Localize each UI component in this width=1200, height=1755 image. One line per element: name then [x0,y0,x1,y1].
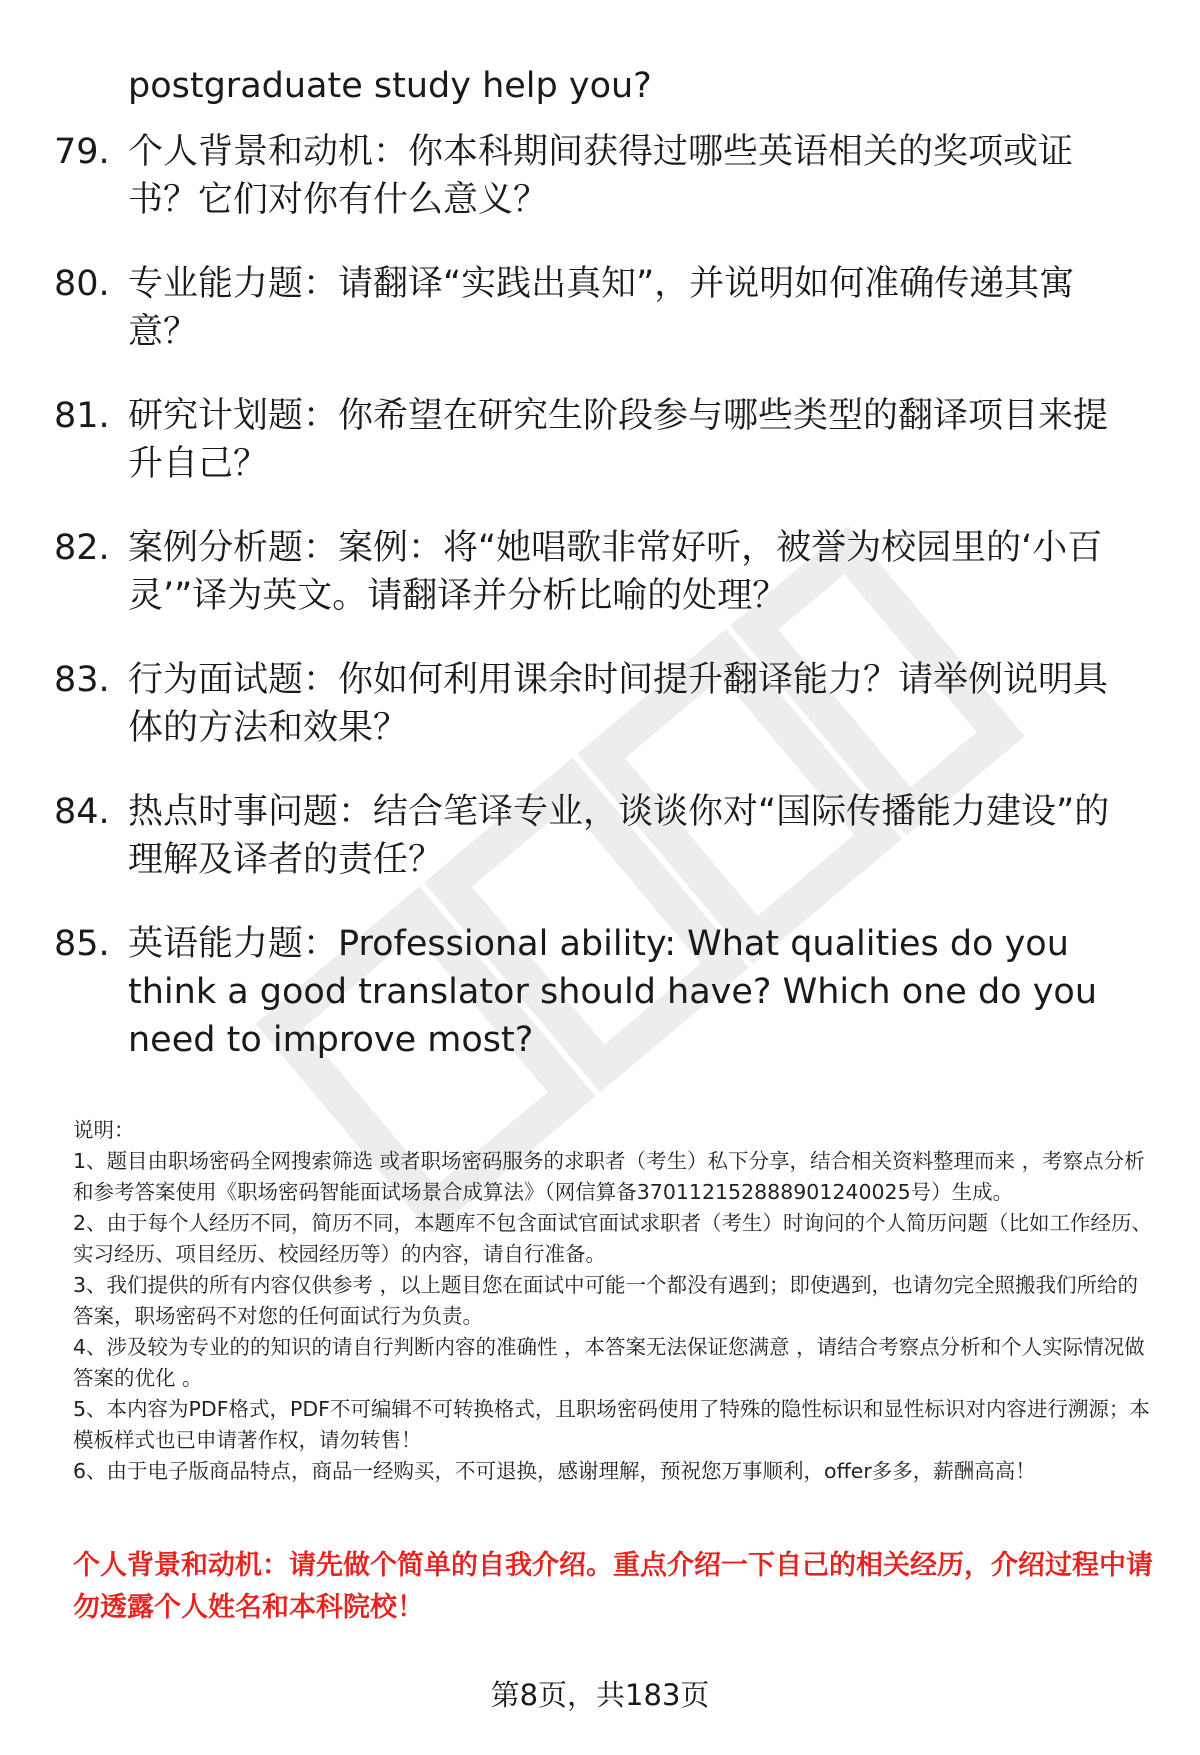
question-number: 79. [54,132,110,172]
highlight-question: 个人背景和动机：请先做个简单的自我介绍。重点介绍一下自己的相关经历，介绍过程中请勿透露个人姓名和本科院校！ [73,1550,1153,1623]
question-text: 研究计划题：你希望在研究生阶段参与哪些类型的翻译项目来提升自己？ [128,396,1109,484]
note-item: 1、题目由职场密码全网搜索筛选 或者职场密码服务的求职者（考生）私下分享，结合相关资料整理而来 ，考察点分析和参考答案使用《职场密码智能面试场景合成算法》（网信算备370112152888901240025号）生成。 [73,1149,1145,1204]
question-number: 80. [54,264,110,304]
question-continuation: postgraduate study help you? [128,66,652,106]
question-text: 专业能力题：请翻译“实践出真知”，并说明如何准确传递其寓意？ [128,264,1075,352]
question-number: 82. [54,528,110,568]
note-item: 6、由于电子版商品特点，商品一经购买，不可退换，感谢理解，预祝您万事顺利，offer多多，薪酬高高！ [73,1459,1036,1483]
question-text: 热点时事问题：结合笔译专业，谈谈你对“国际传播能力建设”的理解及译者的责任？ [128,792,1110,880]
question-number: 81. [54,396,110,436]
page-number: 第8页，共183页 [490,1678,710,1712]
question-number: 84. [54,792,110,832]
notes-section [73,1115,1153,1487]
question-text: 个人背景和动机：你本科期间获得过哪些英语相关的奖项或证书？它们对你有什么意义？ [128,132,1074,220]
note-item: 5、本内容为PDF格式，PDF不可编辑不可转换格式，且职场密码使用了特殊的隐性标识和显性标识对内容进行溯源；本模板样式也已申请著作权，请勿转售！ [73,1397,1150,1452]
question-text: 案例分析题：案例：将“她唱歌非常好听，被誉为校园里的‘小百灵’”译为英文。请翻译并分析比喻的处理？ [128,528,1103,616]
note-item: 4、涉及较为专业的的知识的请自行判断内容的准确性 ，本答案无法保证您满意 ，请结合考察点分析和个人实际情况做答案的优化 。 [73,1335,1145,1390]
note-item: 3、我们提供的所有内容仅供参考 ，以上题目您在面试中可能一个都没有遇到；即使遇到，也请勿完全照搬我们所给的答案，职场密码不对您的任何面试行为负责。 [73,1273,1139,1328]
question-text: 英语能力题：Professional ability: What qualities do you think a good translator should have? Which one do you need to improve most? [128,924,1098,1060]
note-item: 2、由于每个人经历不同，简历不同，本题库不包含面试官面试求职者（考生）时询问的个人简历问题（比如工作经历、实习经历、项目经历、校园经历等）的内容，请自行准备。 [73,1211,1153,1266]
question-text: 行为面试题：你如何利用课余时间提升翻译能力？请举例说明具体的方法和效果？ [128,660,1109,748]
question-number: 83. [54,660,110,700]
question-number: 85. [54,924,110,964]
notes-title: 说明： [73,1118,135,1142]
